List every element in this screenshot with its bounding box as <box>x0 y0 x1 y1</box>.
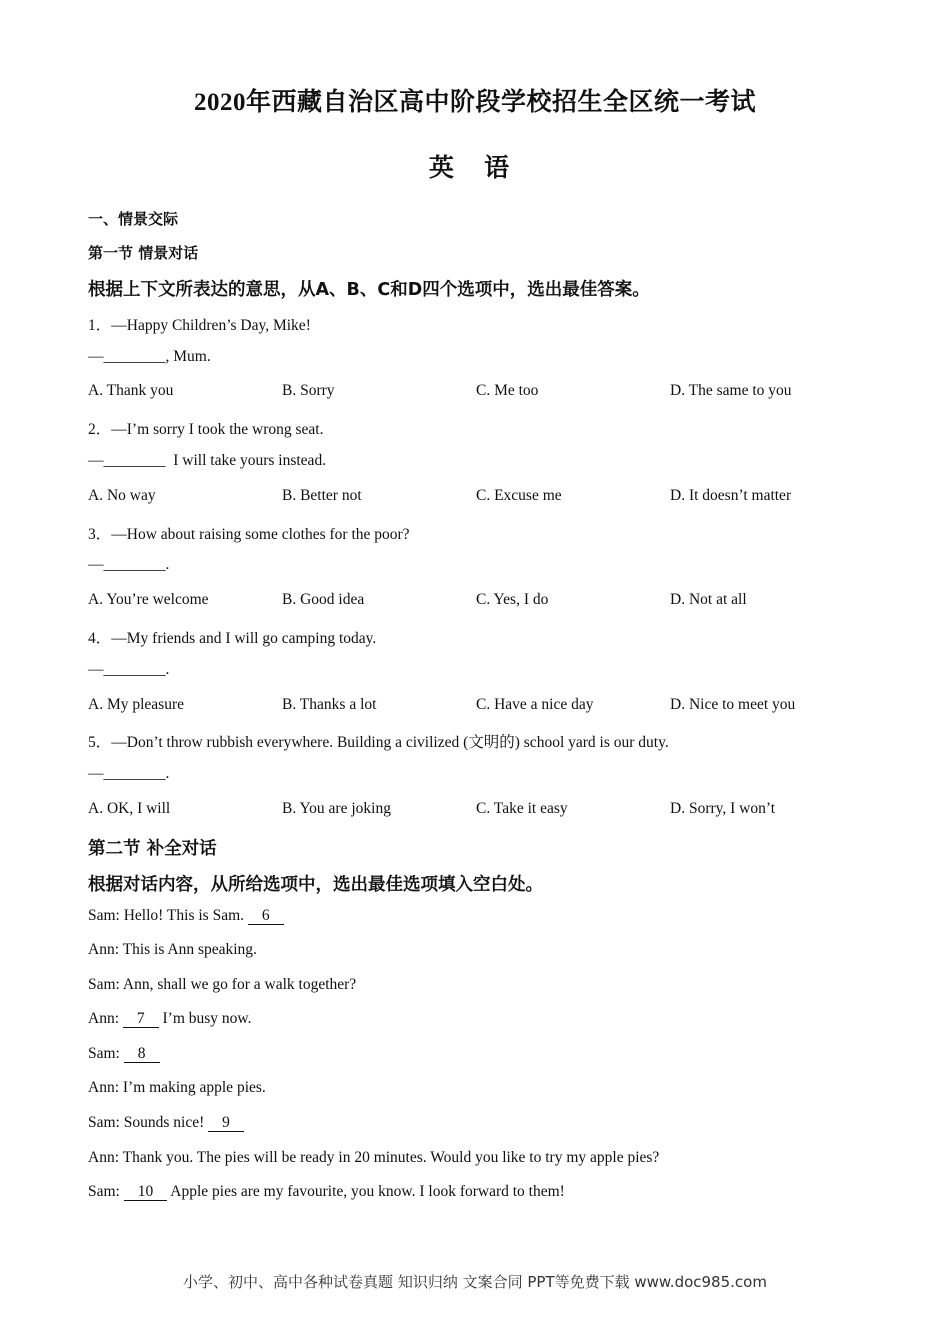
q2-option-a[interactable]: A. No way <box>88 487 156 504</box>
q5-option-c[interactable]: C. Take it easy <box>476 800 568 817</box>
q3-option-c[interactable]: C. Yes, I do <box>476 591 549 608</box>
q1-option-b[interactable]: B. Sorry <box>282 382 335 399</box>
page-footer: 小学、初中、高中各种试卷真题 知识归纳 文案合同 PPT等免费下载 www.doc985.com <box>183 1273 767 1291</box>
q1-option-c[interactable]: C. Me too <box>476 382 539 399</box>
blank-9[interactable]: 9 <box>208 1115 244 1132</box>
q3-option-d[interactable]: D. Not at all <box>670 591 747 608</box>
q2-option-c[interactable]: C. Excuse me <box>476 487 562 504</box>
dialogue-line-5 <box>88 1045 160 1063</box>
answer-line-5: —________. <box>88 765 170 782</box>
dialogue-line-6: Ann: I’m making apple pies. <box>88 1079 266 1096</box>
q4-option-d[interactable]: D. Nice to meet you <box>670 696 796 713</box>
q3-option-b[interactable]: B. Good idea <box>282 591 365 608</box>
q5-option-b[interactable]: B. You are joking <box>282 800 391 817</box>
q1-option-d[interactable]: D. The same to you <box>670 382 792 399</box>
answer-line-2: —________ I will take yours instead. <box>88 452 327 469</box>
dialogue-text: Apple pies are my favourite, you know. I look forward to them! <box>167 1183 565 1200</box>
blank-6[interactable]: 6 <box>248 908 284 925</box>
section2-instruction: 根据对话内容，从所给选项中，选出最佳选项填入空白处。 <box>88 875 543 895</box>
dialogue-text: Sam: <box>88 1045 124 1062</box>
blank-10[interactable]: 10 <box>124 1184 168 1201</box>
dialogue-text: Sam: <box>88 1183 124 1200</box>
question-1: 1．—Happy Children’s Day, Mike! <box>88 317 311 334</box>
q1-option-a[interactable]: A. Thank you <box>88 382 174 399</box>
q4-option-a[interactable]: A. My pleasure <box>88 696 184 713</box>
dialogue-line-2: Ann: This is Ann speaking. <box>88 941 257 958</box>
question-4: 4．—My friends and I will go camping today. <box>88 630 377 647</box>
q4-option-b[interactable]: B. Thanks a lot <box>282 696 377 713</box>
answer-line-1: —________, Mum. <box>88 348 211 365</box>
dialogue-text: I’m busy now. <box>158 1010 252 1027</box>
question-3: 3．—How about raising some clothes for the poor? <box>88 526 410 543</box>
dialogue-text: Sam: Hello! This is Sam. <box>88 907 248 924</box>
q4-option-c[interactable]: C. Have a nice day <box>476 696 594 713</box>
dialogue-line-9 <box>88 1183 565 1201</box>
subject-title: 英 语 <box>428 155 522 182</box>
answer-line-4: —________. <box>88 661 170 678</box>
q5-option-a[interactable]: A. OK, I will <box>88 800 171 817</box>
dialogue-line-8: Ann: Thank you. The pies will be ready in 20 minutes. Would you like to try my apple pies? <box>88 1149 660 1166</box>
dialogue-line-1 <box>88 907 284 925</box>
part1-heading: 一、情景交际 <box>88 210 179 228</box>
section1-heading: 第一节 情景对话 <box>88 244 199 262</box>
section1-instruction: 根据上下文所表达的意思，从A、B、C和D四个选项中，选出最佳答案。 <box>88 280 650 300</box>
question-5: 5．—Don’t throw rubbish everywhere. Building a civilized (文明的) school yard is our duty. <box>88 734 669 751</box>
q2-option-b[interactable]: B. Better not <box>282 487 362 504</box>
blank-7[interactable]: 7 <box>123 1011 159 1028</box>
answer-line-3: —________. <box>88 556 170 573</box>
dialogue-text: Sam: Sounds nice! <box>88 1114 209 1131</box>
dialogue-text: Ann: <box>88 1010 123 1027</box>
q5-option-d[interactable]: D. Sorry, I won’t <box>670 800 776 817</box>
q2-option-d[interactable]: D. It doesn’t matter <box>670 487 792 504</box>
dialogue-line-7 <box>88 1114 244 1132</box>
exam-title: 2020年西藏自治区高中阶段学校招生全区统一考试 <box>193 89 756 116</box>
dialogue-line-3: Sam: Ann, shall we go for a walk together? <box>88 976 357 993</box>
question-2: 2．—I’m sorry I took the wrong seat. <box>88 421 324 438</box>
section2-heading: 第二节 补全对话 <box>88 839 217 859</box>
dialogue-line-4 <box>88 1010 251 1028</box>
blank-8[interactable]: 8 <box>124 1046 160 1063</box>
q3-option-a[interactable]: A. You’re welcome <box>88 591 209 608</box>
